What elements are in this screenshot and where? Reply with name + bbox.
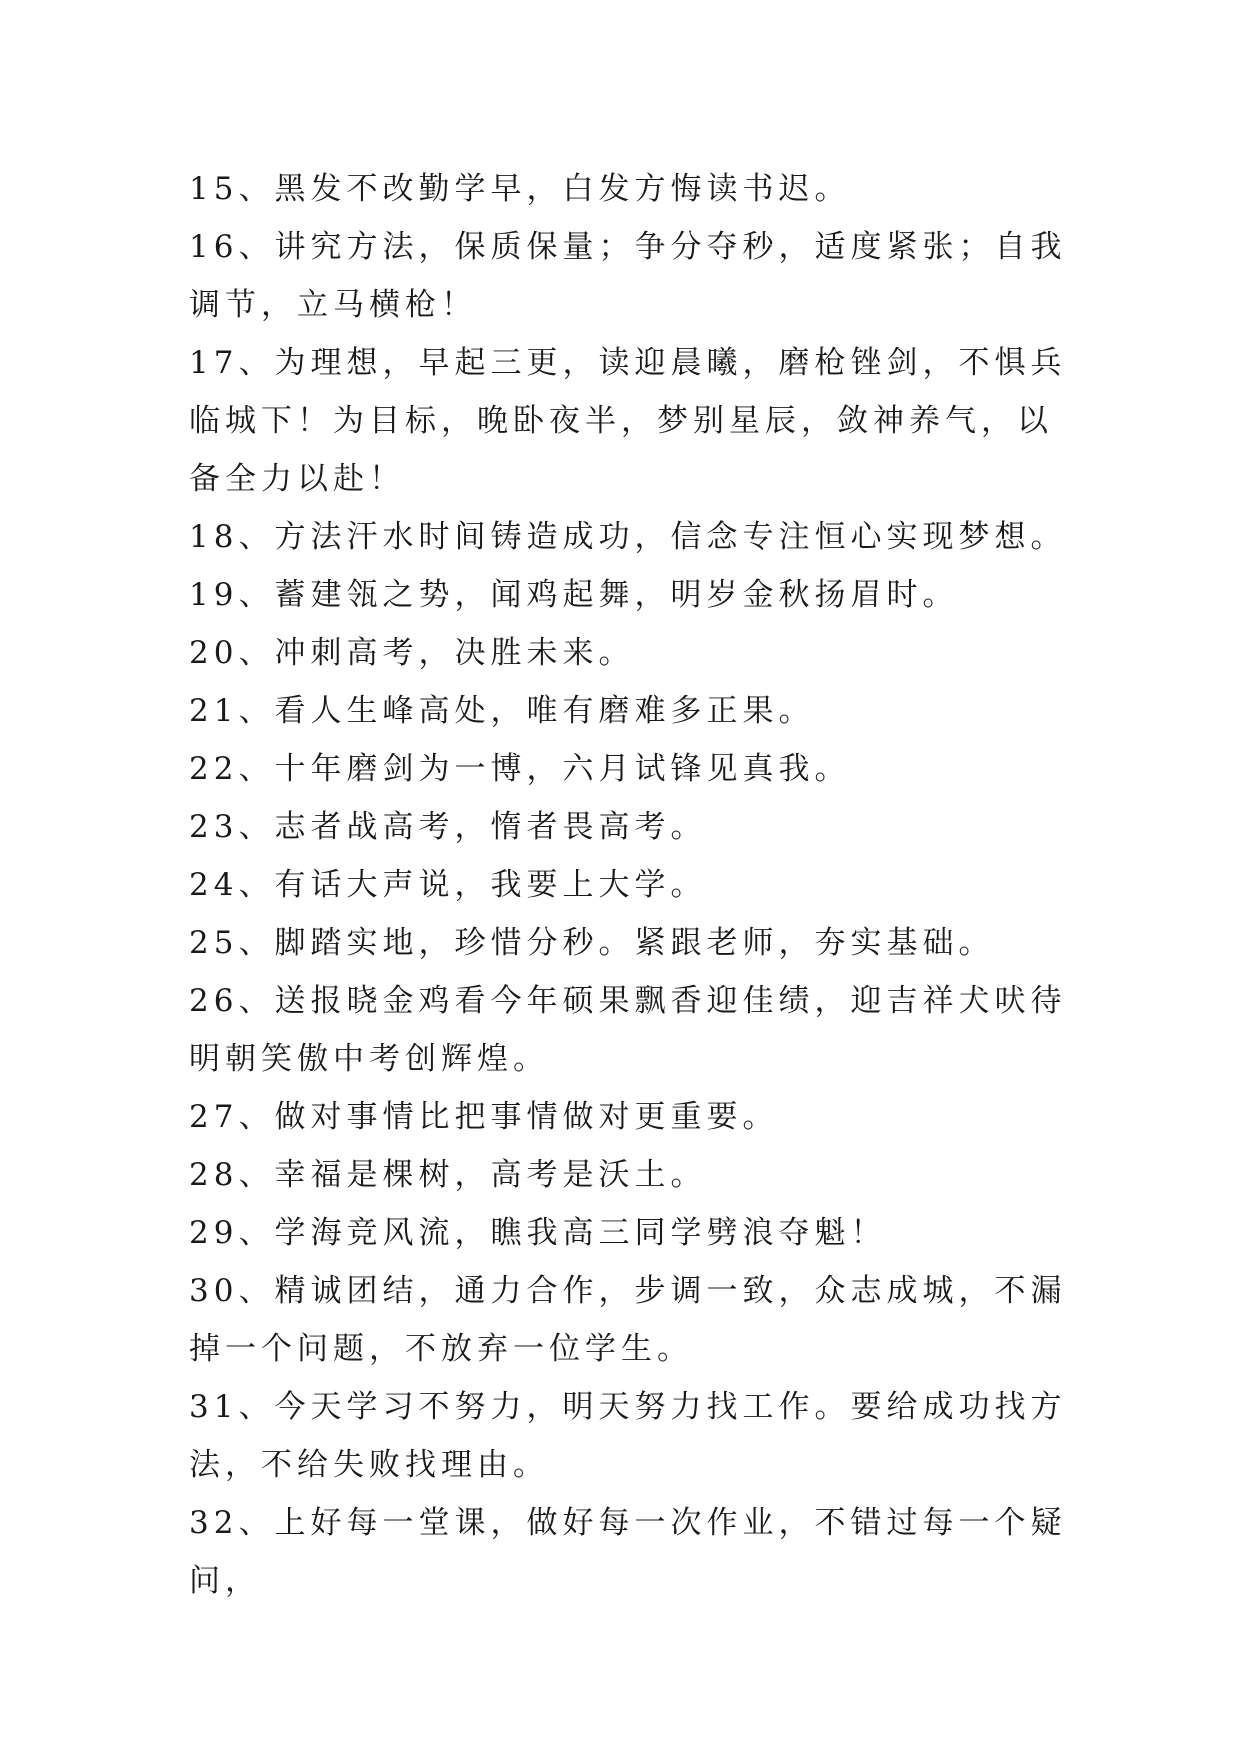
list-item: 28、幸福是棵树，高考是沃土。 — [189, 1157, 707, 1193]
list-item: 26、送报晓金鸡看今年硕果飘香迎佳绩，迎吉祥犬吠待明朝笑傲中考创辉煌。 — [189, 983, 1067, 1077]
document-body — [189, 160, 1069, 1610]
list-item: 18、方法汗水时间铸造成功，信念专注恒心实现梦想。 — [189, 519, 1067, 555]
list-item: 24、有话大声说，我要上大学。 — [189, 867, 707, 903]
list-item: 31、今天学习不努力，明天努力找工作。要给成功找方法，不给失败找理由。 — [189, 1389, 1067, 1483]
list-item: 15、黑发不改勤学早，白发方悔读书迟。 — [189, 171, 851, 207]
list-item: 19、蓄建瓴之势，闻鸡起舞，明岁金秋扬眉时。 — [189, 577, 959, 613]
list-item: 23、志者战高考，惰者畏高考。 — [189, 809, 707, 845]
list-item: 17、为理想，早起三更，读迎晨曦，磨枪锉剑，不惧兵临城下！为目标，晚卧夜半，梦别星辰，敛神养气，以备全力以赴！ — [189, 345, 1067, 497]
list-item: 22、十年磨剑为一博，六月试锋见真我。 — [189, 751, 851, 787]
list-item: 29、学海竞风流，瞧我高三同学劈浪夺魁！ — [189, 1215, 887, 1251]
list-item: 30、精诚团结，通力合作，步调一致，众志成城，不漏掉一个问题，不放弃一位学生。 — [189, 1273, 1067, 1367]
list-item: 27、做对事情比把事情做对更重要。 — [189, 1099, 779, 1135]
list-item: 25、脚踏实地，珍惜分秒。紧跟老师，夯实基础。 — [189, 925, 995, 961]
list-item: 32、上好每一堂课，做好每一次作业，不错过每一个疑问， — [189, 1505, 1067, 1599]
list-item: 20、冲刺高考，决胜未来。 — [189, 635, 635, 671]
list-item: 21、看人生峰高处，唯有磨难多正果。 — [189, 693, 815, 729]
list-item: 16、讲究方法，保质保量；争分夺秒，适度紧张；自我调节，立马横枪！ — [189, 229, 1067, 323]
